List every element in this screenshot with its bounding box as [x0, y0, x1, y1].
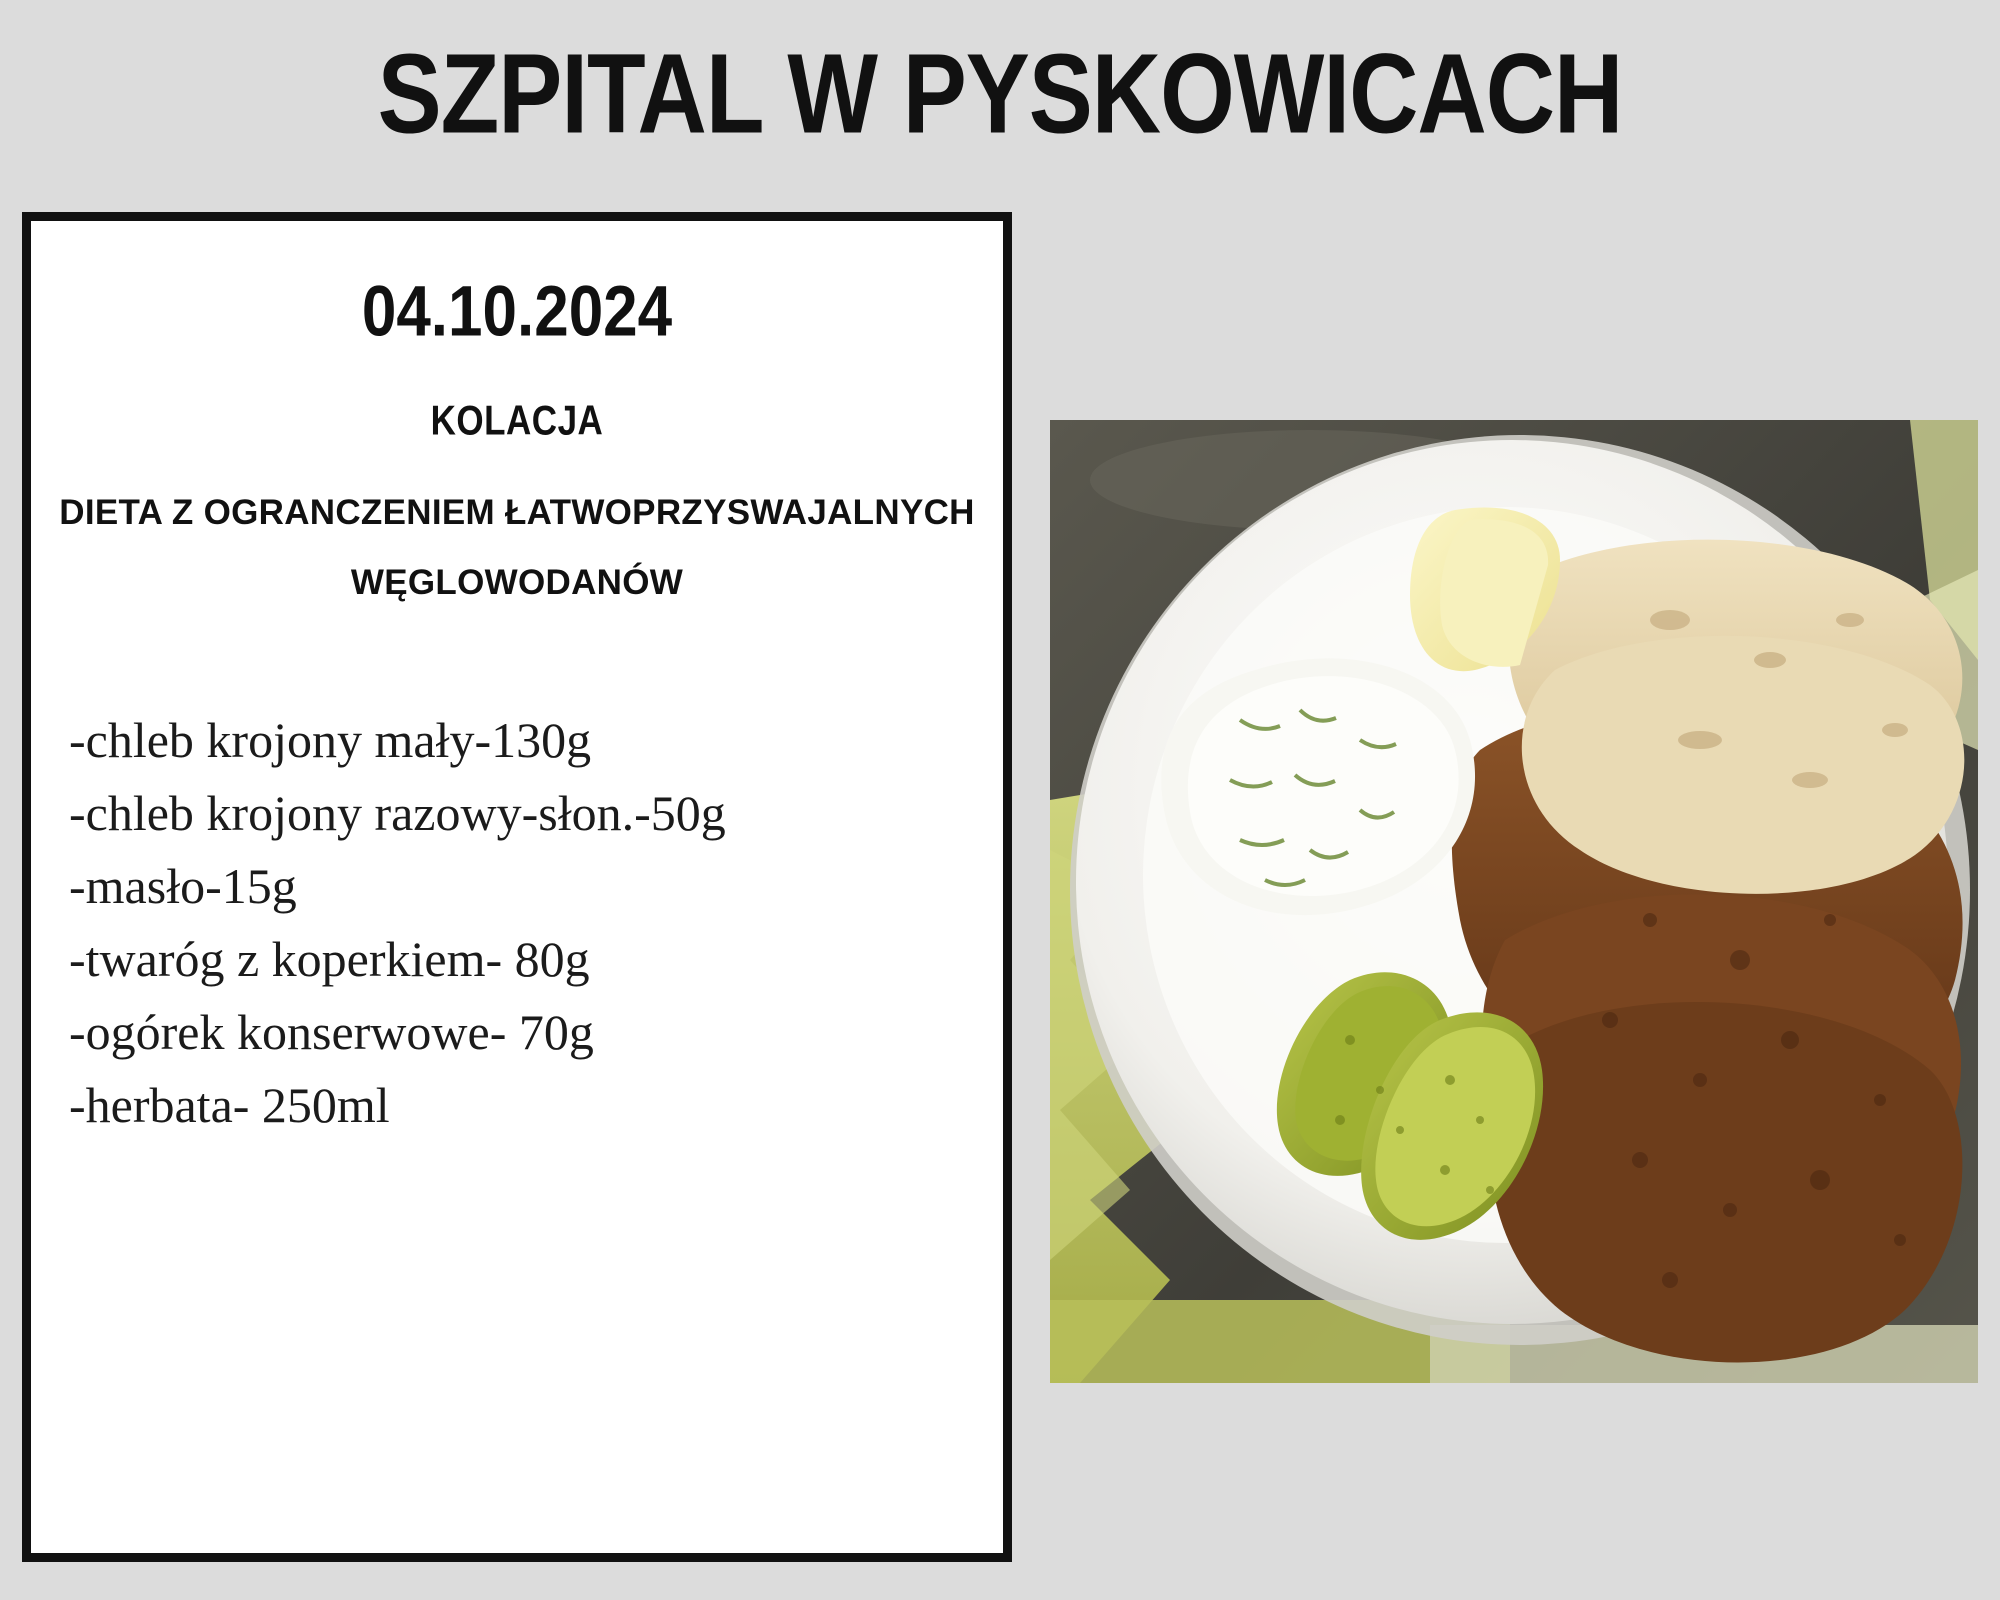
list-item: -chleb krojony razowy-słon.-50g: [69, 785, 726, 841]
list-item: -ogórek konserwowe- 70g: [69, 1004, 594, 1060]
meal-photo: [1050, 420, 1978, 1383]
menu-date: 04.10.2024: [361, 272, 673, 352]
list-item: -herbata- 250ml: [69, 1077, 390, 1133]
menu-card: [22, 212, 1012, 1562]
menu-meal-type: KOLACJA: [430, 398, 604, 445]
menu-diet-name: [31, 478, 1003, 618]
list-item: -chleb krojony mały-130g: [69, 712, 592, 768]
menu-item-list: [31, 704, 1003, 1142]
list-item: -twaróg z koperkiem- 80g: [69, 931, 590, 987]
list-item: -masło-15g: [69, 858, 297, 914]
menu-diet-line-2: WĘGLOWODANÓW: [350, 563, 684, 602]
meal-photo-illustration: [1050, 420, 1978, 1383]
page-title: SZPITAL W PYSKOWICACH: [377, 31, 1623, 158]
menu-diet-line-1: DIETA Z OGRANCZENIEM ŁATWOPRZYSWAJALNYCH: [59, 493, 975, 532]
